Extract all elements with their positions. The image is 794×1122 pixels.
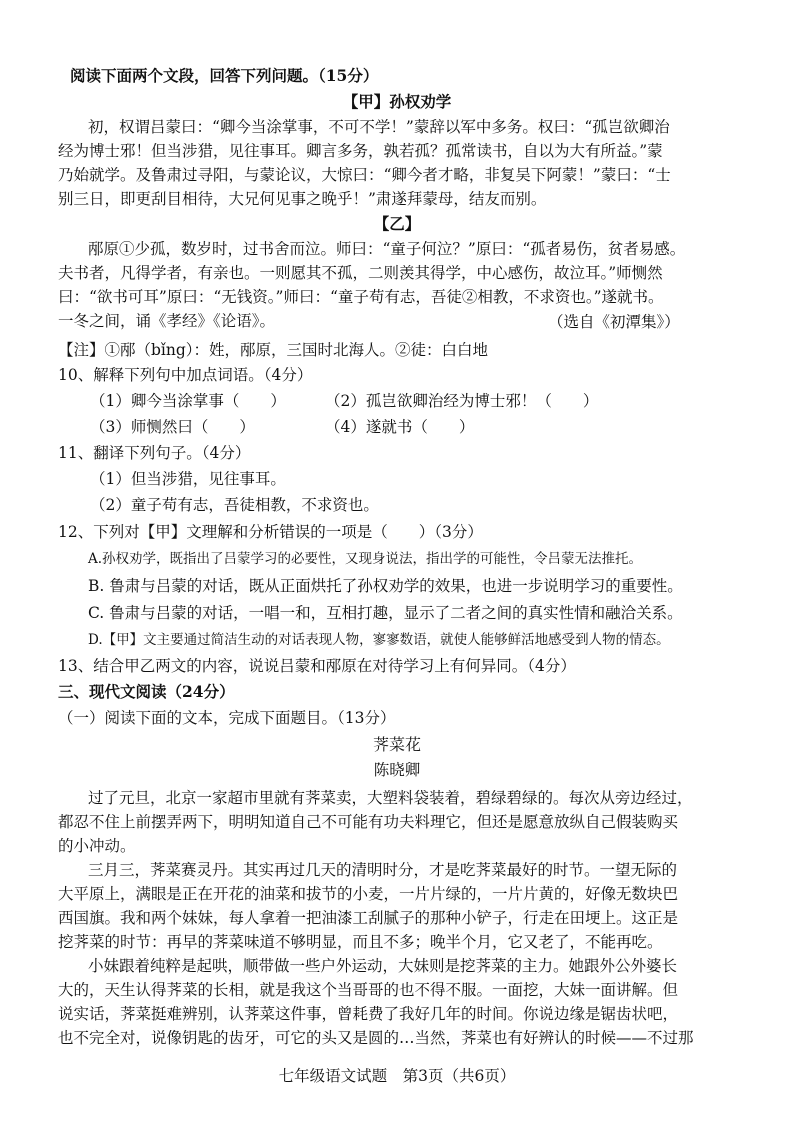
essay-line: 也不完全对，说像钥匙的齿牙，可它的头又是圆的…当然，荠菜也有好辨认的时候——不过那 <box>58 1029 694 1047</box>
passage-b-line: 夫书者，凡得学者，有亲也。一则愿其不孤，二则羡其得学，中心感伤，故泣耳。”师恻然 <box>58 264 663 282</box>
page-footer: 七年级语文试题 第3页（共6页） <box>278 1067 516 1085</box>
essay-line: 挖荠菜的时节：再早的荠菜味道不够明显，而且不多；晚半个月，它又老了，不能再吃。 <box>58 933 663 951</box>
section-intro: 阅读下面两个文段，回答下列问题。（15分） <box>70 66 379 85</box>
question-12-option-c: C. 鲁肃与吕蒙的对话，一唱一和，互相打趣，显示了二者之间的真实性情和融洽关系。 <box>88 604 683 622</box>
question-11-item: （2）童子苟有志，吾徒相教，不求资也。 <box>90 496 379 514</box>
question-12-stem: 12、下列对【甲】文理解和分析错误的一项是（ ）（3分） <box>58 523 483 541</box>
question-10-item: （4）遂就书（ ） <box>325 418 475 436</box>
question-12-option-d: D.【甲】文主要通过简洁生动的对话表现人物，寥寥数语，就使人能够鲜活地感受到人物的情态。 <box>88 632 670 648</box>
essay-title: 荠菜花 <box>372 735 421 754</box>
passage-a-title: 【甲】孙权劝学 <box>342 92 452 111</box>
essay-line: 过了元旦，北京一家超市里就有荠菜卖，大塑料袋装着，碧绿碧绿的。每次从旁边经过， <box>88 789 693 807</box>
passage-a-line: 别三日，即更刮目相待，大兄何见事之晚乎！”肃遂拜蒙母，结友而别。 <box>58 190 547 208</box>
question-12-option-b: B. 鲁肃与吕蒙的对话，既从正面烘托了孙权劝学的效果，也进一步说明学习的重要性。 <box>88 577 683 595</box>
passage-b-line: 一冬之间，诵《孝经》《论语》。 <box>58 312 276 330</box>
passage-a-line: 经为博士邪！但当涉猎，见往事耳。卿言多务，孰若孤？孤常读书，自以为大有所益。”蒙 <box>58 142 663 160</box>
question-12-option-a: A.孙权劝学，既指出了吕蒙学习的必要性，又现身说法，指出学的可能性，令吕蒙无法推托。 <box>88 551 643 567</box>
essay-line: 的小冲动。 <box>58 837 136 855</box>
question-10-item: （1）卿今当涂掌事（ ） <box>90 392 286 410</box>
essay-line: 西国旗。我和两个妹妹，每人拿着一把油漆工刮腻子的那种小铲子，行走在田埂上。这正是 <box>58 909 679 927</box>
question-13: 13、结合甲乙两文的内容，说说吕蒙和邴原在对待学习上有何异同。（4分） <box>58 657 576 675</box>
essay-line: 说实话，荠菜挺难辨别，认荠菜这件事，曾耗费了我好几年的时间。你说边缘是锯齿状吧， <box>58 1005 679 1023</box>
essay-line: 大平原上，满眼是正在开花的油菜和拔节的小麦，一片片绿的，一片片黄的，好像无数块巴 <box>58 885 679 903</box>
passage-b-title: 【乙】 <box>373 214 421 233</box>
question-11-stem: 11、翻译下列句子。（4分） <box>58 444 251 462</box>
section-3-heading: 三、现代文阅读（24分） <box>58 682 235 701</box>
question-11-item: （1）但当涉猎，见往事耳。 <box>90 470 286 488</box>
question-10-item: （2）孤岂欲卿治经为博士邪！（ ） <box>325 392 599 410</box>
question-10-item: （3）师恻然曰（ ） <box>90 418 255 436</box>
essay-line: 都忍不住上前摆弄两下，明明知道自己不可能有功夫料理它，但还是愿意放纵自己假装购买 <box>58 813 679 831</box>
passage-b-source: （选自《初潭集》） <box>548 313 680 331</box>
essay-line: 三月三，荠菜赛灵丹。其实再过几天的清明时分，才是吃荠菜最好的时节。一望无际的 <box>88 861 678 879</box>
passage-b-line: 邴原①少孤，数岁时，过书舍而泣。师曰：“童子何泣？”原曰：“孤者易伤，贫者易感。 <box>88 240 686 258</box>
passage-a-line: 乃始就学。及鲁肃过寻阳，与蒙论议，大惊曰：“卿今者才略，非复吴下阿蒙！”蒙曰：“士 <box>58 166 671 184</box>
question-10-stem: 10、解释下列句中加点词语。（4分） <box>58 366 313 384</box>
annotation-note: 【注】①邴（bǐng）：姓，邴原，三国时北海人。②徒：白白地 <box>58 341 489 359</box>
subsection-1-heading: （一）阅读下面的文本，完成下面题目。（13分） <box>58 709 396 727</box>
passage-a-line: 初，权谓吕蒙曰：“卿今当涂掌事，不可不学！”蒙辞以军中多务。权曰：“孤岂欲卿治 <box>88 118 670 136</box>
essay-line: 小妹跟着纯粹是起哄，顺带做一些户外运动，大妹则是挖荠菜的主力。她跟外公外婆长 <box>88 957 678 975</box>
essay-author: 陈晓卿 <box>373 761 421 779</box>
essay-line: 大的，天生认得荠菜的长相，就是我这个当哥哥的也不得不服。一面挖，大妹一面讲解。但 <box>58 981 679 999</box>
passage-b-line: 曰：“欲书可耳”原曰：“无钱资。”师曰：“童子苟有志，吾徒②相教，不求资也。”遂就书。 <box>58 288 664 306</box>
